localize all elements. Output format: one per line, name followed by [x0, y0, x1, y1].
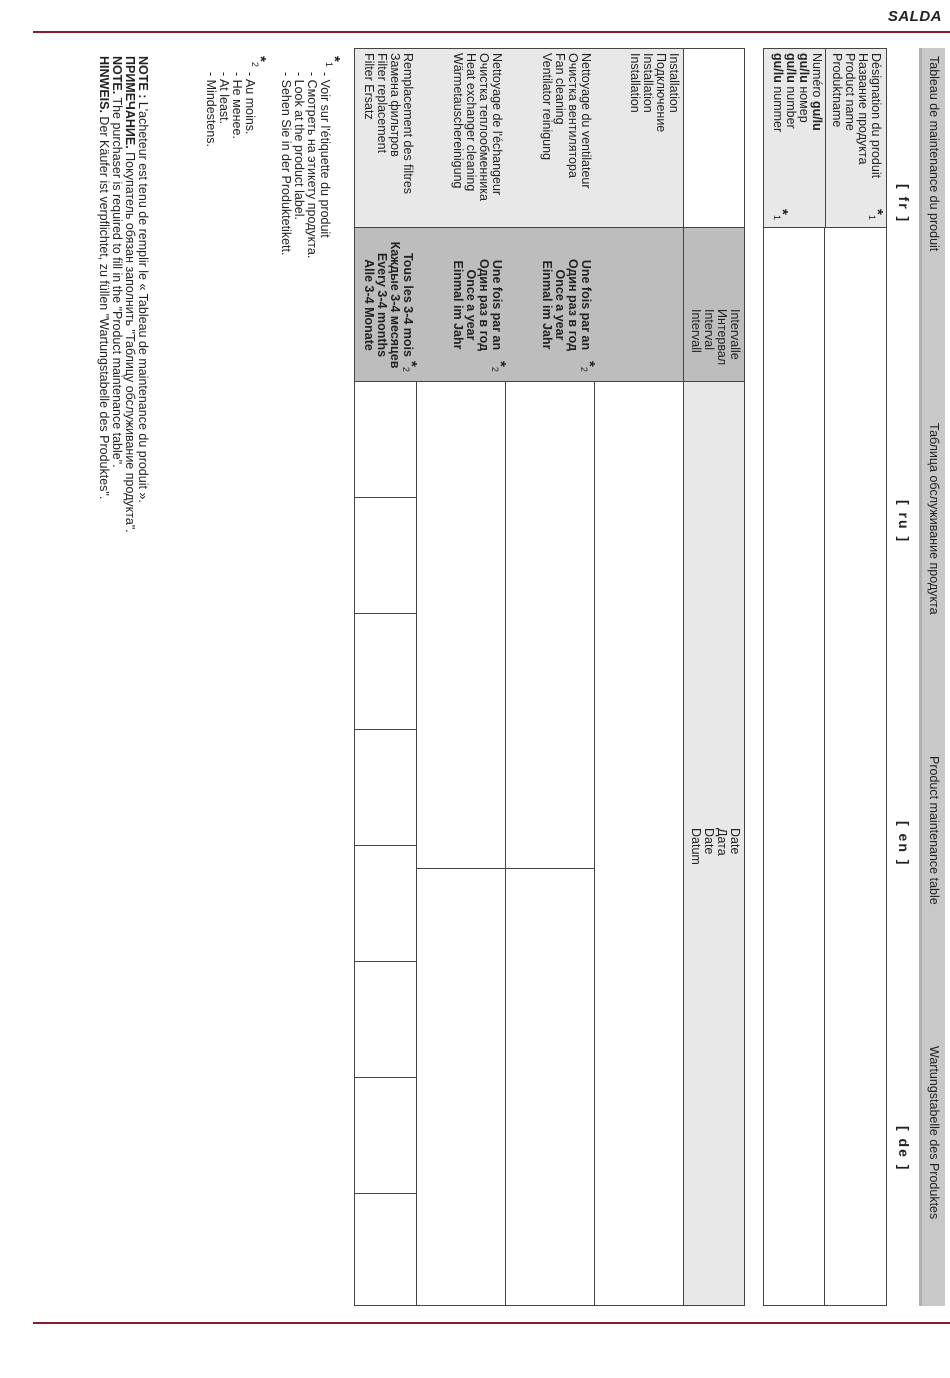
row-label-line: Подключение	[654, 53, 668, 133]
row-label-line: Installation	[641, 53, 655, 113]
product-name-line: Désignation du produit	[869, 53, 883, 179]
row-label-line: Очистка теплообменника	[477, 53, 491, 201]
product-number-line: Numéro gu/lu	[810, 53, 824, 131]
date-cell-divider	[355, 845, 417, 846]
row-interval-line: Один раз в год	[477, 258, 491, 352]
product-name-line: Название продукта	[856, 53, 870, 165]
footnote-1-line: - Смотреть на этикету продукта.	[305, 72, 319, 259]
row-label	[362, 53, 414, 194]
footnote-1-mark: $*_1$	[324, 56, 343, 67]
purchaser-note-line: NOTE : L'acheteur est tenu de remplir le « Tableau de maintenance du produit ».	[136, 56, 150, 503]
row-interval-line: Einmal im Jahr	[451, 260, 465, 350]
title-ru: Таблица обслуживание продукта	[927, 423, 941, 615]
row-label-line: Fan cleaning	[553, 53, 567, 125]
row-label-line: Wärmetauschereinigung	[451, 53, 465, 189]
footnote-2-line: - Не менее.	[230, 72, 244, 139]
product-number-footnote-mark: $*_1$	[772, 209, 791, 220]
date-cell-divider	[355, 1077, 417, 1078]
interval-header-line: Интервал	[715, 309, 729, 366]
purchaser-notes	[97, 56, 149, 533]
row-interval-line: Une fois par an	[579, 259, 593, 351]
row-label	[451, 53, 503, 201]
product-number-label	[771, 53, 823, 132]
product-number-line: gu/lu number	[784, 53, 798, 129]
row-interval-line: Every 3-4 months	[375, 252, 389, 358]
row-interval	[451, 239, 503, 371]
maintenance-sheet	[45, 48, 945, 1308]
footnote-2-mark: $*_2$	[250, 56, 269, 67]
row-date-cell[interactable]	[595, 381, 683, 1305]
row-interval	[540, 239, 592, 371]
footnote-2-line: - At least.	[217, 72, 231, 125]
row-label-line: Filter replacement	[375, 53, 389, 154]
row-interval-footnote-mark: $*_2$	[490, 361, 509, 372]
product-info-box	[763, 48, 887, 1306]
footnote-1-line: - Look at the product label.	[292, 72, 306, 221]
table-header-empty-cell	[683, 49, 744, 228]
row-interval-line: Une fois par an	[490, 259, 504, 351]
row-interval-line: Once a year	[464, 269, 478, 341]
row-date-cell[interactable]	[506, 381, 595, 1305]
row-label-line: Installation	[628, 53, 642, 113]
footnote-2-line: - Mindestens.	[204, 72, 218, 148]
purchaser-note-line: NOTE. The purchaser is required to fill in the "Product maintenance table".	[110, 56, 124, 468]
product-name-label	[830, 53, 882, 178]
footnote-1-line: - Sehen Sie in der Produktetikett.	[279, 72, 293, 256]
interval-header-line: Interval	[702, 309, 716, 350]
product-number-line: gu/lu номер	[797, 53, 811, 123]
title-fr: Tableau de maintenance du produit	[927, 56, 941, 252]
code-fr: [ fr ]	[896, 184, 912, 224]
footnote-2	[204, 72, 256, 147]
row-date-cell[interactable]	[355, 381, 417, 1305]
code-de: [ de ]	[896, 1126, 912, 1172]
row-label-line: Installation	[667, 53, 681, 113]
row-label-line: Remplacement des filtres	[401, 53, 415, 195]
row-label-line: Ventilator reinigung	[540, 53, 554, 161]
date-header-line: Datum	[689, 828, 703, 865]
brand-logo: SALDA	[887, 8, 942, 25]
date-cell-divider	[355, 613, 417, 614]
row-interval-line: Once a year	[553, 269, 567, 341]
footnote-1-line: - Voir sur l'étiquette du produit	[318, 72, 332, 238]
row-interval-line: Один раз в год	[566, 258, 580, 352]
row-date-cell[interactable]	[417, 381, 506, 1305]
product-name-line: Produktname	[830, 53, 844, 128]
row-label-line: Nettoyage de l'échangeur	[490, 53, 504, 196]
row-label-line: Nettoyage du ventilateur	[579, 53, 593, 189]
date-header-line: Date	[702, 828, 716, 855]
product-name-footnote-mark: $*_1$	[867, 209, 886, 220]
row-interval-cell	[595, 228, 683, 381]
interval-header	[689, 309, 741, 365]
row-label	[540, 53, 592, 189]
purchaser-note-line: HINWEIS. Der Käufer ist verpflichtet, zu füllen "Wartungstabelle des Produktes".	[97, 56, 111, 500]
row-label-line: Filter Ersatz	[362, 53, 376, 120]
date-cell-divider	[417, 868, 506, 869]
title-en: Product maintenance table	[927, 756, 941, 905]
interval-header-line: Intervall	[689, 309, 703, 353]
date-cell-divider	[506, 868, 595, 869]
title-de: Wartungstabelle des Produktes	[927, 1046, 941, 1220]
row-interval-line: Alle 3-4 Monate	[362, 259, 376, 351]
date-header-line: Дата	[715, 828, 729, 856]
row-label-line: Очистка вентилятора	[566, 53, 580, 178]
row-interval-line: Каждые 3-4 месяцев	[388, 241, 402, 369]
date-cell-divider	[355, 729, 417, 730]
maintenance-table	[354, 48, 745, 1306]
row-interval-line: Tous les 3-4 mois	[401, 253, 415, 357]
date-cell-divider	[355, 961, 417, 962]
footnote-2-line: - Au moins.	[243, 72, 257, 135]
code-en: [ en ]	[896, 821, 912, 867]
top-rule	[33, 31, 950, 33]
row-label-line: Замена фильтров	[388, 53, 402, 157]
interval-header-line: Intervalle	[728, 309, 742, 360]
row-label-line: Heat exchanger cleaning	[464, 53, 478, 192]
row-interval	[362, 239, 414, 371]
purchaser-note-line: ПРИМЕЧАНИЕ. Покупатель обязан заполнить "Таблицу обслуживание продукта".	[123, 56, 137, 533]
product-number-line: gu/lu nummer	[771, 53, 785, 133]
row-interval-footnote-mark: $*_2$	[579, 361, 598, 372]
product-name-line: Product name	[843, 53, 857, 131]
date-header-line: Date	[728, 828, 742, 855]
row-interval-footnote-mark: $*_2$	[401, 361, 420, 372]
code-ru: [ ru ]	[896, 500, 912, 544]
date-cell-divider	[355, 1193, 417, 1194]
row-label	[628, 53, 680, 132]
date-cell-divider	[355, 497, 417, 498]
footnote-1	[279, 72, 331, 258]
bottom-rule	[33, 1322, 950, 1324]
title-bar	[919, 48, 945, 1306]
row-interval-line: Einmal im Jahr	[540, 260, 554, 350]
date-header	[689, 828, 741, 865]
